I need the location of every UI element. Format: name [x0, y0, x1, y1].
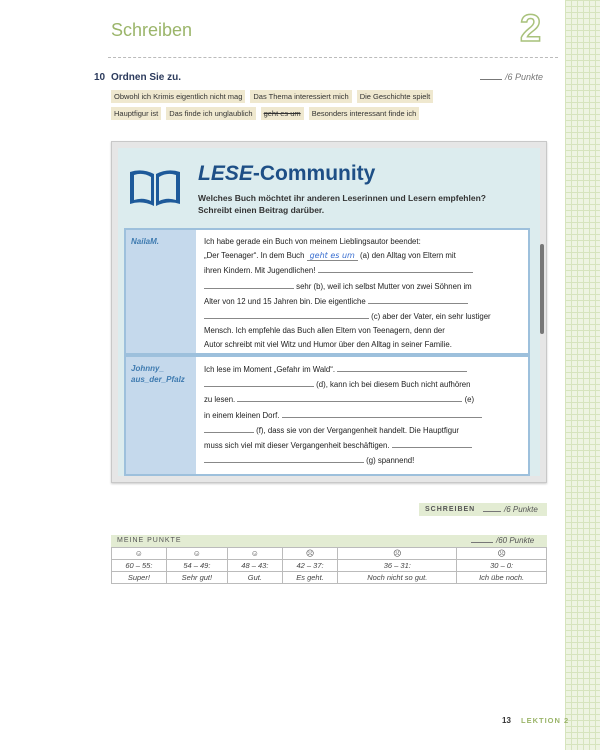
chapter-number: 2 — [520, 8, 542, 50]
answer-field-g-cont[interactable] — [204, 453, 364, 463]
post-author: Johnny_ aus_der_Pfalz — [126, 357, 196, 474]
open-book-icon — [128, 166, 182, 208]
score-range: 48 – 43: — [227, 560, 282, 572]
post-nailam — [124, 228, 530, 355]
chip[interactable]: Das finde ich unglaublich — [166, 107, 255, 120]
smiley-icon: ☺ — [250, 549, 259, 558]
answer-field-g[interactable] — [392, 438, 472, 448]
sad-face-icon: ☹ — [497, 549, 506, 558]
score-range: 60 – 55: — [112, 560, 167, 572]
section-title: Schreiben — [111, 20, 193, 40]
chip-used[interactable]: geht es um — [261, 107, 304, 120]
scrollbar-thumb[interactable] — [540, 244, 544, 334]
community-subtitle: Welches Buch möchtet ihr anderen Leserinnen und Lesern empfehlen? Schreibt einen Beitrag darüber. — [198, 193, 486, 215]
points-blank[interactable] — [483, 511, 501, 512]
sad-face-icon: ☹ — [393, 549, 402, 558]
side-pattern-strip — [565, 0, 600, 750]
answer-field-c[interactable] — [368, 294, 468, 304]
score-table — [111, 547, 547, 584]
score-cell — [227, 548, 282, 560]
answer-field-b[interactable] — [318, 263, 473, 273]
score-range: 30 – 0: — [457, 560, 547, 572]
score-table-header: MEINE PUNKTE /60 Punkte — [111, 535, 547, 547]
score-rating: Sehr gut! — [166, 572, 227, 584]
score-range: 54 – 49: — [166, 560, 227, 572]
score-rating: Es geht. — [282, 572, 338, 584]
section-score-bar: SCHREIBEN /6 Punkte — [419, 503, 547, 516]
post-text: Ich lese im Moment „Gefahr im Wald“. (d), kann ich bei diesem Buch nicht aufhören zu lesen. (e) in einem kleinen Dorf. (f), dass sie von der Vergangenheit handelt. Die Hauptfigur muss sich viel mit dieser Vergangenheit beschäftigen. (g) spannend! — [204, 362, 522, 468]
score-rating: Ich übe noch. — [457, 572, 547, 584]
score-rating: Gut. — [227, 572, 282, 584]
score-rating: Super! — [112, 572, 167, 584]
post-johnny — [124, 355, 530, 476]
word-chips — [111, 90, 511, 124]
chip[interactable]: Die Geschichte spielt — [357, 90, 433, 103]
score-cell — [338, 548, 457, 560]
score-rating: Noch nicht so gut. — [338, 572, 457, 584]
answer-field-f-cont[interactable] — [204, 423, 254, 433]
answer-field-b-cont[interactable] — [204, 279, 294, 289]
post-text: Ich habe gerade ein Buch von meinem Lieblingsautor beendet: „Der Teenager“. In dem Buch geht es um (a) den Alltag von Eltern mit ihren Kindern. Mit Jugendlichen! sehr (b), weil ich selbst Mutter von zwei Söhnen im Alter von 12 und 15 Jahren bin. Die eigentliche (c) aber der Vater, ein sehr lustiger Mensch. Ich empfehle das Buch allen Eltern von Teenagern, denn der Autor schreibt mit viel Witz und Humor über den Alltag in seiner Familie. — [204, 237, 491, 350]
scrollbar[interactable] — [539, 168, 545, 476]
header-divider — [108, 57, 558, 58]
chip[interactable]: Das Thema interessiert mich — [250, 90, 351, 103]
score-cell — [457, 548, 547, 560]
post-author: NailaM. — [126, 230, 196, 353]
chip[interactable]: Besonders interessant finde ich — [309, 107, 420, 120]
exercise-title: Ordnen Sie zu. — [111, 72, 182, 83]
community-panel — [118, 148, 540, 476]
score-cell — [166, 548, 227, 560]
score-range: 42 – 37: — [282, 560, 338, 572]
points-blank[interactable] — [480, 79, 502, 80]
answer-field-e[interactable] — [237, 392, 462, 402]
score-range: 36 – 31: — [338, 560, 457, 572]
community-title: LESE-Community — [198, 162, 376, 185]
answer-field-d-cont[interactable] — [204, 377, 314, 387]
exercise-number: 10 — [94, 72, 106, 83]
answer-field-c-cont[interactable] — [204, 309, 369, 319]
answer-field-a[interactable]: geht es um — [307, 251, 358, 261]
score-cell — [282, 548, 338, 560]
answer-field-d[interactable] — [337, 362, 467, 372]
points-blank[interactable] — [471, 542, 493, 543]
smiley-icon: ☺ — [134, 549, 143, 558]
chip[interactable]: Obwohl ich Krimis eigentlich nicht mag — [111, 90, 245, 103]
page-number: 13 — [502, 716, 511, 725]
community-board — [111, 141, 547, 483]
exercise-points: /6 Punkte — [480, 72, 543, 82]
neutral-face-icon: ☹ — [305, 549, 315, 558]
chip[interactable]: Hauptfigur ist — [111, 107, 161, 120]
answer-field-f[interactable] — [282, 408, 482, 418]
score-cell — [112, 548, 167, 560]
smiley-icon: ☺ — [192, 549, 201, 558]
lesson-label: LEKTION 2 — [521, 716, 570, 725]
